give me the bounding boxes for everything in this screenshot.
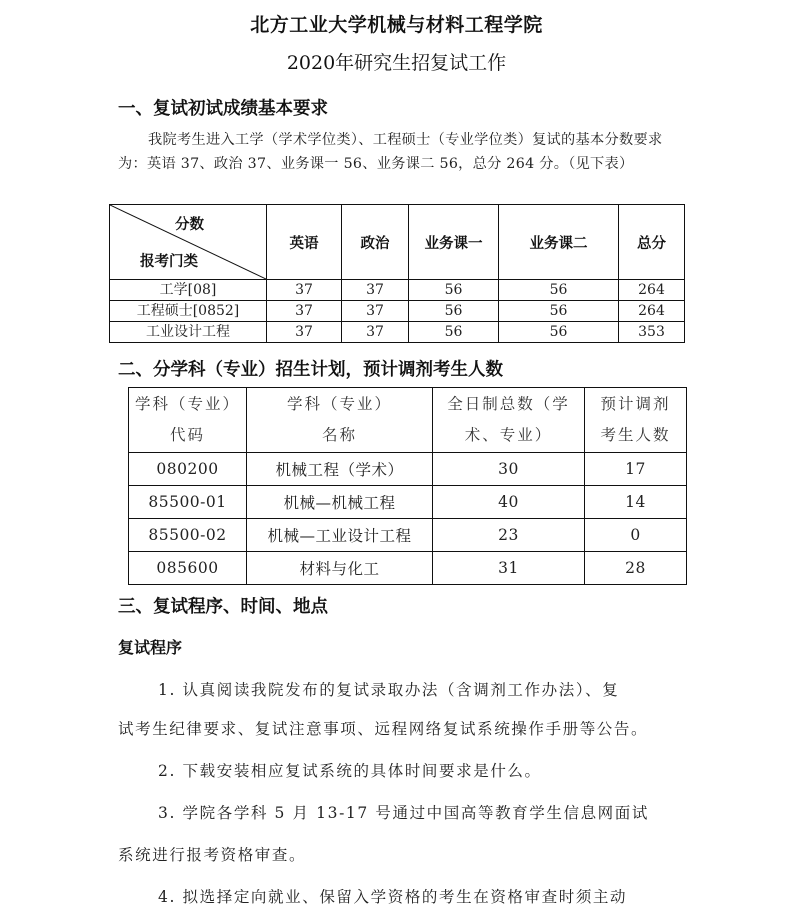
name-cell: 材料与化工 bbox=[247, 552, 433, 585]
header-total bbox=[433, 388, 585, 453]
english-cell: 37 bbox=[267, 280, 342, 301]
politics-cell: 37 bbox=[342, 322, 409, 343]
transfer-cell: 14 bbox=[585, 486, 687, 519]
header-transfer bbox=[585, 388, 687, 453]
header-name-line1: 学科（专业） bbox=[286, 395, 392, 413]
document-subtitle: 2020年研究生招复试工作 bbox=[286, 52, 507, 74]
table-row bbox=[129, 453, 687, 486]
course2-cell: 56 bbox=[499, 280, 619, 301]
procedure-line: 系统进行报考资格审查。 bbox=[118, 846, 307, 864]
politics-cell: 37 bbox=[342, 301, 409, 322]
header-total: 总分 bbox=[619, 205, 685, 280]
total-cell: 40 bbox=[433, 486, 585, 519]
politics-cell: 37 bbox=[342, 280, 409, 301]
transfer-cell: 0 bbox=[585, 519, 687, 552]
corner-label-category: 报考门类 bbox=[140, 254, 198, 270]
header-name bbox=[247, 388, 433, 453]
header-code bbox=[129, 388, 247, 453]
total-cell: 264 bbox=[619, 280, 685, 301]
header-code-line1: 学科（专业） bbox=[134, 395, 240, 413]
name-cell: 机械—机械工程 bbox=[247, 486, 433, 519]
code-cell: 080200 bbox=[129, 453, 247, 486]
category-cell: 工程硕士[0852] bbox=[110, 301, 267, 322]
table-row bbox=[129, 552, 687, 585]
corner-header-cell bbox=[110, 205, 267, 280]
name-cell: 机械工程（学术） bbox=[247, 453, 433, 486]
transfer-cell: 28 bbox=[585, 552, 687, 585]
total-cell: 353 bbox=[619, 322, 685, 343]
corner-label-score: 分数 bbox=[175, 217, 204, 233]
total-cell: 23 bbox=[433, 519, 585, 552]
category-cell: 工学[08] bbox=[110, 280, 267, 301]
section3-heading: 三、复试程序、时间、地点 bbox=[118, 597, 328, 617]
table-header-row bbox=[110, 205, 685, 280]
code-cell: 85500-01 bbox=[129, 486, 247, 519]
transfer-cell: 17 bbox=[585, 453, 687, 486]
table-row bbox=[129, 486, 687, 519]
header-course2: 业务课二 bbox=[499, 205, 619, 280]
header-code-line2: 代码 bbox=[169, 426, 205, 444]
enrollment-plan-table bbox=[128, 387, 687, 585]
procedure-line: 2. 下载安装相应复试系统的具体时间要求是什么。 bbox=[158, 762, 542, 780]
course1-cell: 56 bbox=[409, 322, 499, 343]
code-cell: 085600 bbox=[129, 552, 247, 585]
total-cell: 264 bbox=[619, 301, 685, 322]
header-course1: 业务课一 bbox=[409, 205, 499, 280]
table-row bbox=[110, 322, 685, 343]
table-row bbox=[129, 519, 687, 552]
header-name-line2: 名称 bbox=[321, 426, 357, 444]
procedure-line: 3. 学院各学科 5 月 13-17 号通过中国高等教育学生信息网面试 bbox=[158, 804, 649, 822]
course1-cell: 56 bbox=[409, 280, 499, 301]
section1-heading: 一、复试初试成绩基本要求 bbox=[118, 99, 328, 119]
english-cell: 37 bbox=[267, 301, 342, 322]
english-cell: 37 bbox=[267, 322, 342, 343]
section3-subheading: 复试程序 bbox=[118, 638, 183, 657]
name-cell: 机械—工业设计工程 bbox=[247, 519, 433, 552]
total-cell: 31 bbox=[433, 552, 585, 585]
document-title: 北方工业大学机械与材料工程学院 bbox=[250, 14, 543, 36]
table-header-row bbox=[129, 388, 687, 453]
course1-cell: 56 bbox=[409, 301, 499, 322]
header-total-line2: 术、专业） bbox=[464, 426, 553, 444]
category-cell: 工业设计工程 bbox=[110, 322, 267, 343]
section2-heading: 二、分学科（专业）招生计划，预计调剂考生人数 bbox=[118, 360, 503, 380]
code-cell: 85500-02 bbox=[129, 519, 247, 552]
course2-cell: 56 bbox=[499, 301, 619, 322]
procedure-line: 试考生纪律要求、复试注意事项、远程网络复试系统操作手册等公告。 bbox=[118, 720, 649, 738]
header-transfer-line2: 考生人数 bbox=[600, 426, 671, 444]
course2-cell: 56 bbox=[499, 322, 619, 343]
header-politics: 政治 bbox=[342, 205, 409, 280]
section1-paragraph: 我院考生进入工学（学术学位类）、工程硕士（专业学位类）复试的基本分数要求为：英语 37、政治 37、业务课一 56、业务课二 56，总分 264 分。（见下表） bbox=[118, 132, 663, 172]
table-row bbox=[110, 301, 685, 322]
header-total-line1: 全日制总数（学 bbox=[447, 395, 570, 413]
header-transfer-line1: 预计调剂 bbox=[600, 395, 671, 413]
header-english: 英语 bbox=[267, 205, 342, 280]
procedure-line: 4. 拟选择定向就业、保留入学资格的考生在资格审查时须主动 bbox=[158, 888, 628, 906]
total-cell: 30 bbox=[433, 453, 585, 486]
score-requirements-table bbox=[109, 204, 685, 343]
table-row bbox=[110, 280, 685, 301]
procedure-line: 1. 认真阅读我院发布的复试录取办法（含调剂工作办法）、复 bbox=[158, 681, 620, 699]
